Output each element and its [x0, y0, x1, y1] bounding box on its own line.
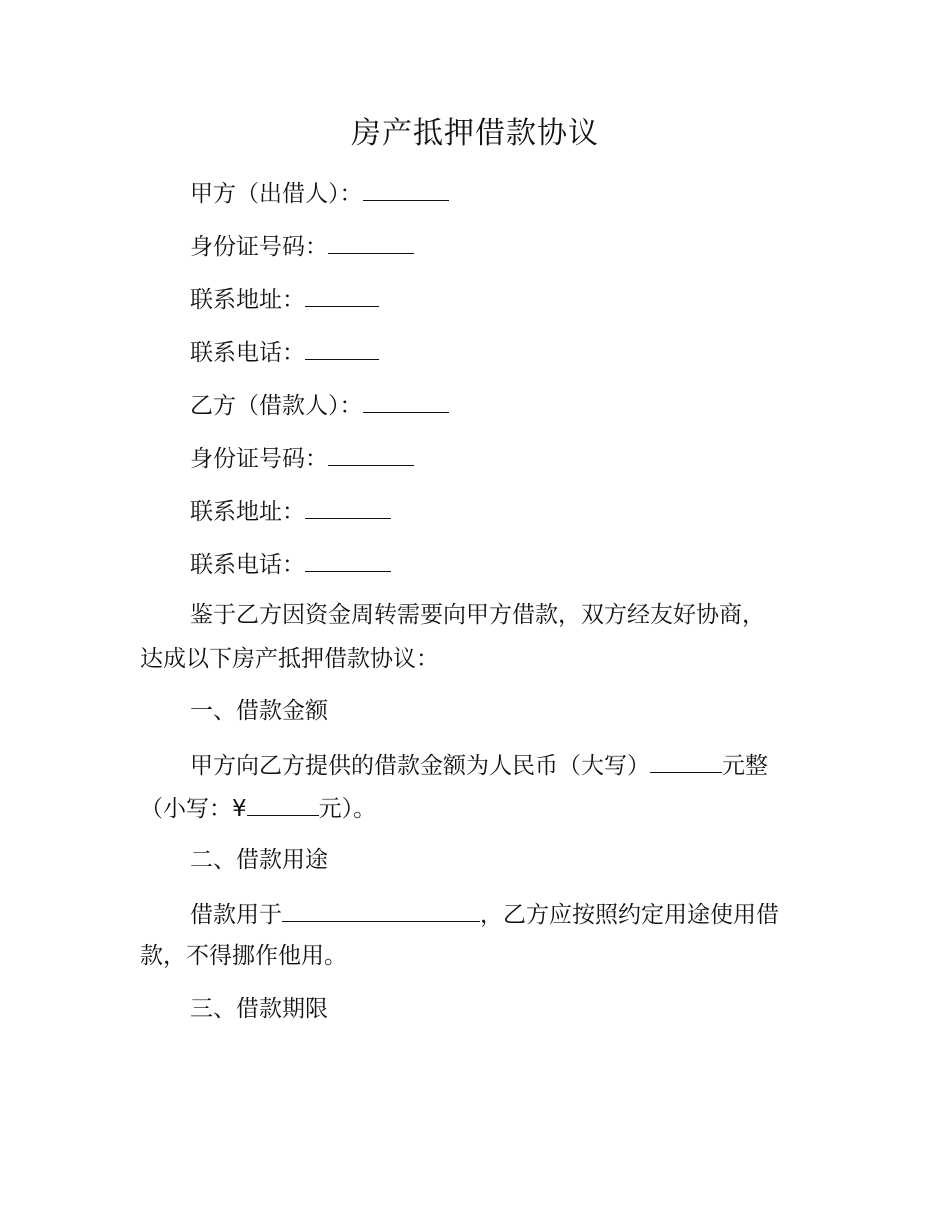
party-a-address-line: [190, 282, 379, 316]
section-1-line-1: [190, 748, 768, 782]
section-2-line-1: [190, 897, 779, 931]
party-a-name-line: [190, 176, 449, 210]
party-a-address-blank[interactable]: [305, 282, 379, 307]
loan-purpose-blank[interactable]: [282, 897, 480, 922]
preamble-line-2: 达成以下房产抵押借款协议：: [140, 646, 439, 672]
loan-purpose-prefix: 借款用于: [190, 902, 282, 928]
party-a-phone-blank[interactable]: [305, 335, 379, 360]
party-b-phone-blank[interactable]: [305, 547, 391, 572]
party-a-phone-line: [190, 335, 379, 369]
party-a-address-label: 联系地址：: [190, 287, 305, 313]
section-1-heading: 一、借款金额: [190, 698, 328, 724]
loan-amount-uppercase-blank[interactable]: [650, 748, 722, 773]
loan-purpose-suffix: ，乙方应按照约定用途使用借: [480, 902, 779, 928]
party-b-address-blank[interactable]: [305, 494, 391, 519]
party-b-name-line: [190, 388, 449, 422]
section-3-heading: 三、借款期限: [190, 996, 328, 1022]
party-b-id-blank[interactable]: [328, 441, 414, 466]
party-b-address-label: 联系地址：: [190, 499, 305, 525]
party-b-id-line: [190, 441, 414, 475]
party-a-id-blank[interactable]: [328, 229, 414, 254]
party-a-id-line: [190, 229, 414, 263]
party-b-phone-label: 联系电话：: [190, 552, 305, 578]
section-1-line-2: [140, 791, 376, 825]
preamble-line-1: 鉴于乙方因资金周转需要向甲方借款，双方经友好协商，: [190, 602, 765, 628]
loan-amount-lowercase-suffix: 元）。: [318, 796, 377, 822]
party-a-id-label: 身份证号码：: [190, 234, 328, 260]
section-2-line-2: 款，不得挪作他用。: [140, 943, 347, 969]
loan-amount-lowercase-blank[interactable]: [247, 791, 319, 816]
party-b-id-label: 身份证号码：: [190, 446, 328, 472]
loan-amount-suffix: 元整: [722, 753, 768, 779]
party-a-name-label: 甲方（出借人）：: [190, 181, 363, 207]
party-a-name-blank[interactable]: [363, 176, 449, 201]
party-b-name-blank[interactable]: [363, 388, 449, 413]
party-a-phone-label: 联系电话：: [190, 340, 305, 366]
party-b-address-line: [190, 494, 391, 528]
party-b-name-label: 乙方（借款人）：: [190, 393, 363, 419]
section-2-heading: 二、借款用途: [190, 847, 328, 873]
party-b-phone-line: [190, 547, 391, 581]
loan-amount-text: 甲方向乙方提供的借款金额为人民币（大写）: [190, 753, 650, 779]
document-title: 房产抵押借款协议: [351, 116, 599, 151]
loan-amount-lowercase-prefix: （小写：¥: [140, 796, 247, 822]
